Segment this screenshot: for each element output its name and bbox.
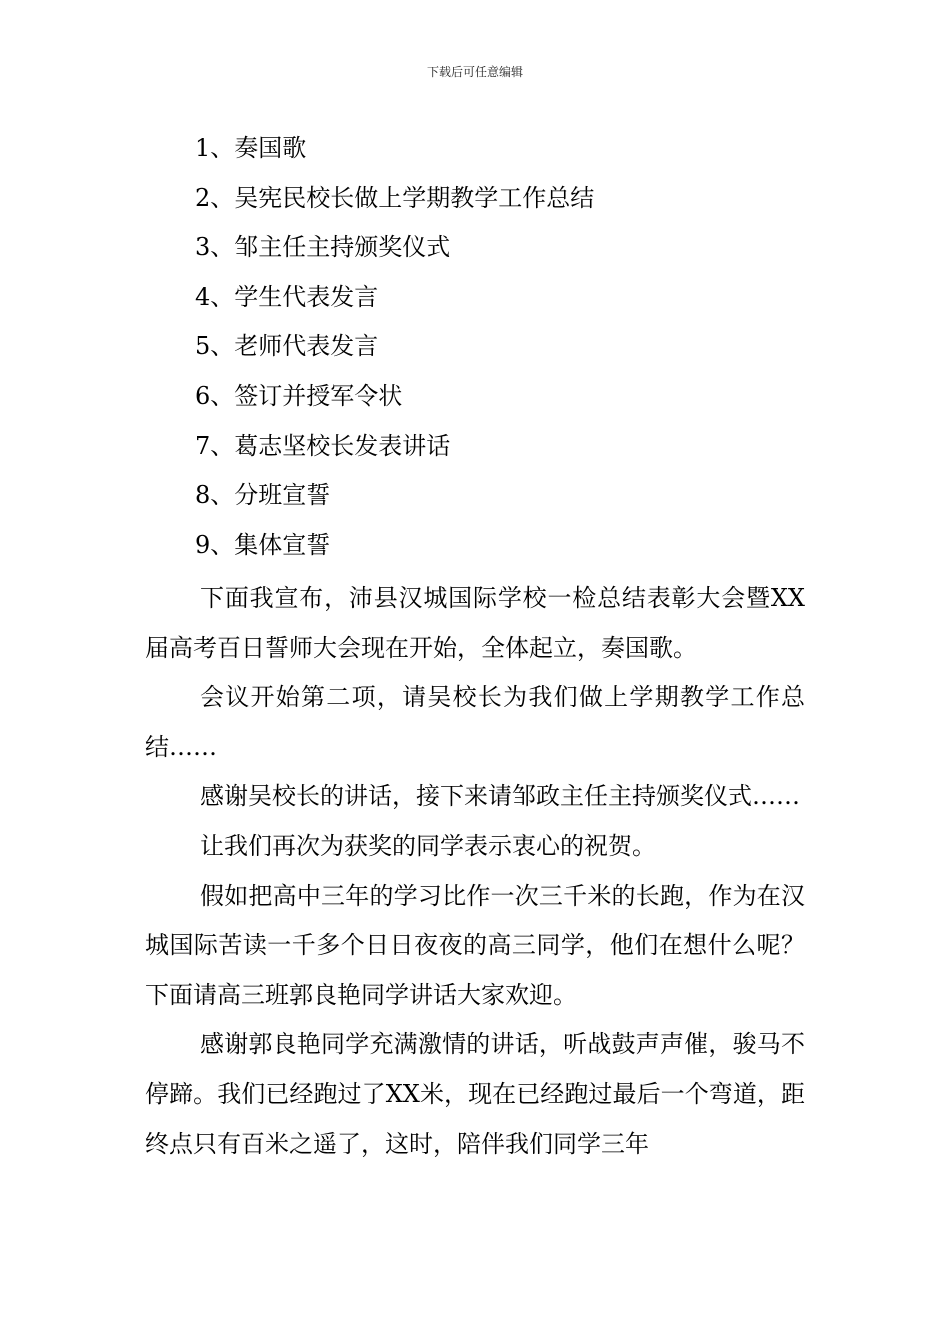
agenda-item: 2、吴宪民校长做上学期教学工作总结 (195, 183, 595, 212)
body-text (145, 574, 805, 1169)
agenda-item: 8、分班宣誓 (195, 481, 331, 510)
paragraph-award-ceremony: 感谢吴校长的讲话，接下来请邹政主任主持颁奖仪式…… (200, 782, 800, 811)
agenda-item: 5、老师代表发言 (195, 332, 379, 361)
agenda-item: 7、葛志坚校长发表讲话 (195, 431, 451, 460)
agenda-item: 4、学生代表发言 (195, 282, 379, 311)
agenda-item: 1、奏国歌 (195, 134, 307, 162)
agenda-list (195, 124, 594, 570)
agenda-item: 9、集体宣誓 (195, 530, 331, 559)
paragraph-thanks-student: 感谢郭良艳同学充满激情的讲话，听战鼓声声催，骏马不停蹄。我们已经跑过了XX米，现在已经跑过最后一个弯道，距终点只有百米之遥了，这时，陪伴我们同学三年 (145, 1030, 805, 1158)
paragraph-congratulations: 让我们再次为获奖的同学表示衷心的祝贺。 (200, 831, 656, 860)
agenda-item: 3、邹主任主持颁奖仪式 (195, 233, 451, 262)
paragraph-student-speech-intro: 假如把高中三年的学习比作一次三千米的长跑，作为在汉城国际苦读一千多个日日夜夜的高三同学，他们在想什么呢？下面请高三班郭良艳同学讲话大家欢迎。 (145, 881, 805, 1009)
agenda-item: 6、签订并授军令状 (195, 381, 403, 410)
page-header: 下载后可任意编辑 (426, 65, 523, 79)
paragraph-second-item: 会议开始第二项，请吴校长为我们做上学期教学工作总结…… (145, 683, 805, 761)
paragraph-opening-announcement: 下面我宣布，沛县汉城国际学校一检总结表彰大会暨XX届高考百日誓师大会现在开始，全体起立，奏国歌。 (145, 584, 805, 662)
